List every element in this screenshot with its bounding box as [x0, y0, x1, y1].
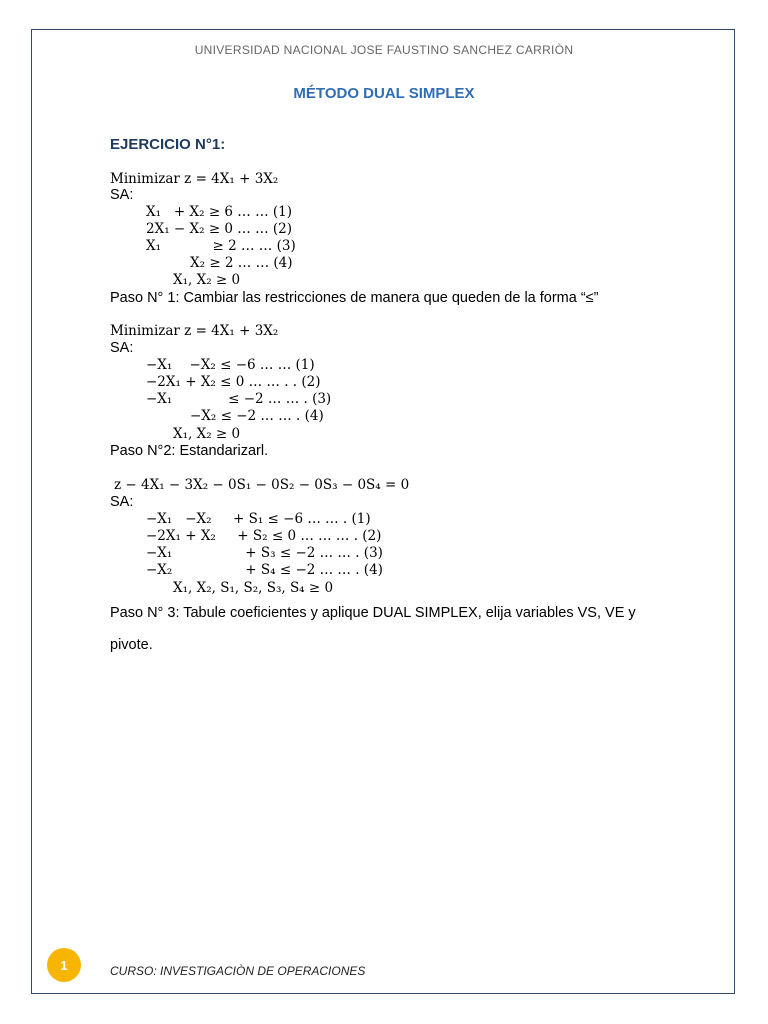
- constraint-2-3: −X₁ ≤ −2 … … . (3): [146, 391, 332, 407]
- sa-label-1: SA:: [110, 187, 134, 203]
- nonneg-3: X₁, X₂, S₁, S₂, S₃, S₄ ≥ 0: [173, 580, 334, 596]
- course-footer: CURSO: INVESTIGACIÒN DE OPERACIONES: [110, 964, 366, 978]
- objective-1: Minimizar z = 4X₁ + 3X₂: [110, 171, 279, 187]
- constraint-1-1: X₁ + X₂ ≥ 6 … … (1): [146, 204, 293, 220]
- step-2: Paso N°2: Estandarizarl.: [110, 443, 269, 459]
- nonneg-1: X₁, X₂ ≥ 0: [173, 272, 241, 288]
- constraint-3-2: −2X₁ + X₂ + S₂ ≤ 0 … … … . (2): [146, 528, 382, 544]
- objective-2: Minimizar z = 4X₁ + 3X₂: [110, 323, 279, 339]
- constraint-1-3: X₁ ≥ 2 … … (3): [146, 238, 296, 254]
- nonneg-2: X₁, X₂ ≥ 0: [173, 426, 241, 442]
- step-1: Paso N° 1: Cambiar las restricciones de manera que queden de la forma “≤”: [110, 290, 599, 306]
- sa-label-2: SA:: [110, 340, 134, 356]
- constraint-2-1: −X₁ −X₂ ≤ −6 … … (1): [146, 357, 315, 373]
- constraint-3-1: −X₁ −X₂ + S₁ ≤ −6 … … . (1): [146, 511, 371, 527]
- constraint-3-3: −X₁ + S₃ ≤ −2 … … . (3): [146, 545, 383, 561]
- exercise-title: EJERCICIO N°1:: [110, 136, 226, 153]
- objective-3: z − 4X₁ − 3X₂ − 0S₁ − 0S₂ − 0S₃ − 0S₄ = 0: [114, 477, 410, 493]
- sa-label-3: SA:: [110, 494, 134, 510]
- step-3: Paso N° 3: Tabule coeficientes y aplique DUAL SIMPLEX, elija variables VS, VE y pivote.: [110, 605, 636, 653]
- constraint-1-2: 2X₁ − X₂ ≥ 0 … … (2): [146, 221, 293, 237]
- constraint-1-4: X₂ ≥ 2 … … (4): [190, 255, 293, 271]
- university-header: UNIVERSIDAD NACIONAL JOSE FAUSTINO SANCHEZ CARRIÒN: [194, 43, 574, 57]
- constraint-2-2: −2X₁ + X₂ ≤ 0 … … . . (2): [146, 374, 321, 390]
- constraint-3-4: −X₂ + S₄ ≤ −2 … … . (4): [146, 562, 383, 578]
- constraint-2-4: −X₂ ≤ −2 … … . (4): [190, 408, 324, 424]
- document-title: MÉTODO DUAL SIMPLEX: [293, 85, 475, 102]
- page-number-badge: 1: [47, 948, 81, 982]
